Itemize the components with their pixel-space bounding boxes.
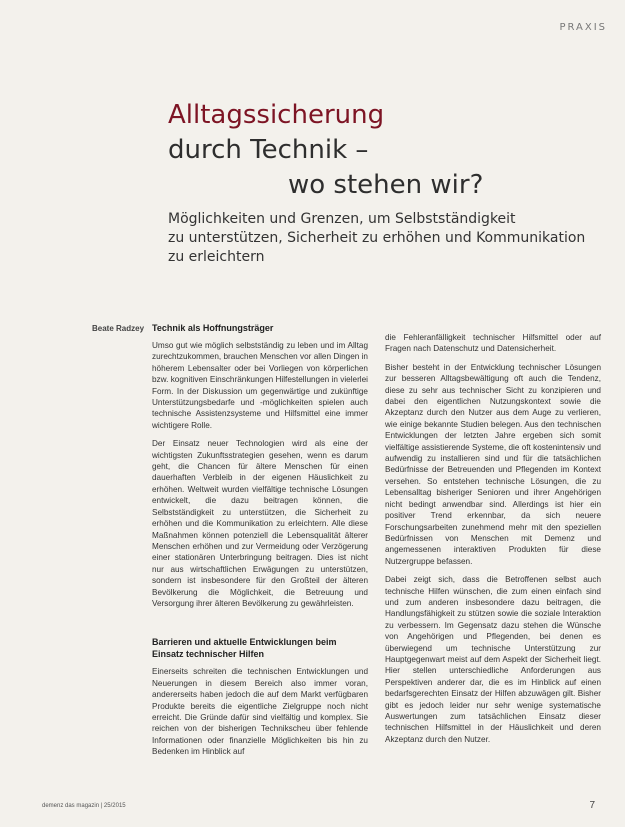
section-tag: PRAXIS [559, 22, 607, 33]
subtitle-line-1: Möglichkeiten und Grenzen, um Selbstständigkeit [168, 211, 516, 227]
paragraph: Der Einsatz neuer Technologien wird als eine der wichtigsten Zukunftsstrategien gesehen, wenn es darum geht, die Chancen für ältere Menschen für einen dauerhaften Verbleib in der eigenen Häuslichkeit zu erhöhen. Weltweit wurden vielfältige technische Lösungen entwickelt, die dazu beitragen können, die Selbstständigkeit zu unterstützen, die Sicherheit zu erhöhen und die Kommunikation zu erleichtern. Alle diese Maßnahmen können potenziell die Lebensqualität älterer Menschen erhöhen und zur Vermeidung oder Verzögerung einer stationären Unterbringung beitragen. Dies ist nicht nur aus wirtschaftlichen Erwägungen zu unterstützen, sondern ist insbesondere für den Großteil der älteren Bevölkerung die Möglichkeit, die Betreuung und Versorgung ihrer älteren Bevölkerung zu gewährleisten. [152, 439, 368, 608]
article-title [168, 98, 608, 203]
author-name: Beate Radzey [92, 324, 145, 333]
left-column [152, 322, 368, 765]
footer-publication: demenz das magazin | 25/2015 [42, 803, 126, 809]
paragraph: Bisher besteht in der Entwicklung technischer Lösungen zur besseren Alltagsbewältigung oft auch die Tendenz, diese zu sehr aus technischer Sicht zu konzipieren und dabei den eigentlichen Nutzungskontext sowie die Akzeptanz durch den Nutzer aus dem Auge zu verlieren, wie einige bekannte Studien belegen. Aus den technischen Entwicklungen der letzten Jahre ergeben sich somit vielfältige assistierende Systeme, die oft kostenintensiv und aufwendig zu installieren sind und für die tatsächlichen Bedürfnisse der Betreuenden und Pflegenden im Kontext versehen. So entstehen technische Lösungen, die zu Lebensalltag bisheriger Senioren und ihrer Angehörigen nicht bedingt anwendbar sind. Allerdings ist hier ein positiver Trend erkennbar, da sich neuere Forschungsarbeiten zunehmend mehr mit den speziellen Bedürfnissen von Menschen mit Demenz und angemessenen interaktiven Produkten für diese Nutzergruppe befassen. [385, 362, 601, 566]
section-heading-1: Technik als Hoffnungsträger [152, 323, 274, 333]
paragraph: die Fehleranfälligkeit technischer Hilfsmittel oder auf Fragen nach Datenschutz und Datensicherheit. [385, 333, 601, 354]
right-column [385, 332, 601, 752]
section-heading-2: Barrieren und aktuelle Entwicklungen beim Einsatz technischer Hilfen [152, 637, 337, 660]
paragraph: Umso gut wie möglich selbstständig zu leben und im Alltag zurechtzukommen, brauchen Menschen vor allen Dingen in höherem Lebensalter oder bei Vorliegen von körperlichen bzw. kognitiven Einschränkungen Hilfestellungen in vielerlei Form. In der Diskussion um gegenwärtige und zukünftige Unterstützungsbedarfe und -möglichkeiten spielen auch technische Assistenzsysteme und Hilfsmittel eine immer wichtigere Rolle. [152, 341, 368, 430]
article-subtitle [168, 210, 608, 267]
title-line-2: durch Technik – [168, 135, 369, 165]
paragraph: Einerseits schreiten die technischen Entwicklungen und Neuerungen in diesem Bereich also immer voran, andererseits haben jedoch die auf dem Markt verfügbaren Produkte bereits die eigentliche Zielgruppe noch nicht erreicht. Die Gründe dafür sind vielfältig und komplex. Sie reichen von der bisherigen Technikscheu über fehlende Informationen oder finanzielle Möglichkeiten bis hin zu Bedenken im Hinblick auf [152, 667, 368, 757]
title-line-1: Alltagssicherung [168, 100, 385, 130]
paragraph: Dabei zeigt sich, dass die Betroffenen selbst auch technische Hilfen wünschen, die zum einen einfach sind und zum anderen insbesondere dazu beitragen, die Handlungsfähigkeit zu stützen sowie die soziale Interaktion zu verbessern. Im Gegensatz dazu stehen die Wünsche von Angehörigen und Pflegenden, bei denen es überwiegend um technische Unterstützung zur Hauptgegenwart meist auf dem Aspekt der Sicherheit liegt. Hier stellen unterschiedliche Anforderungen aus Perspektiven anderer dar, die es im Hinblick auf einen bedarfsgerechten Einsatz der Hilfen abzuwägen gilt. Bisher gibt es jedoch leider nur sehr wenige systematische Auswertungen zum tatsächlichen Einsatz dieser technischen Hilfsmittel in der Häuslichkeit und deren Akzeptanz durch den Nutzer. [385, 575, 601, 744]
page-number: 7 [589, 800, 595, 811]
title-line-3: wo stehen wir? [288, 170, 484, 200]
subtitle-line-2: zu unterstützen, Sicherheit zu erhöhen und Kommunikation [168, 230, 586, 246]
subtitle-line-3: zu erleichtern [168, 249, 265, 265]
